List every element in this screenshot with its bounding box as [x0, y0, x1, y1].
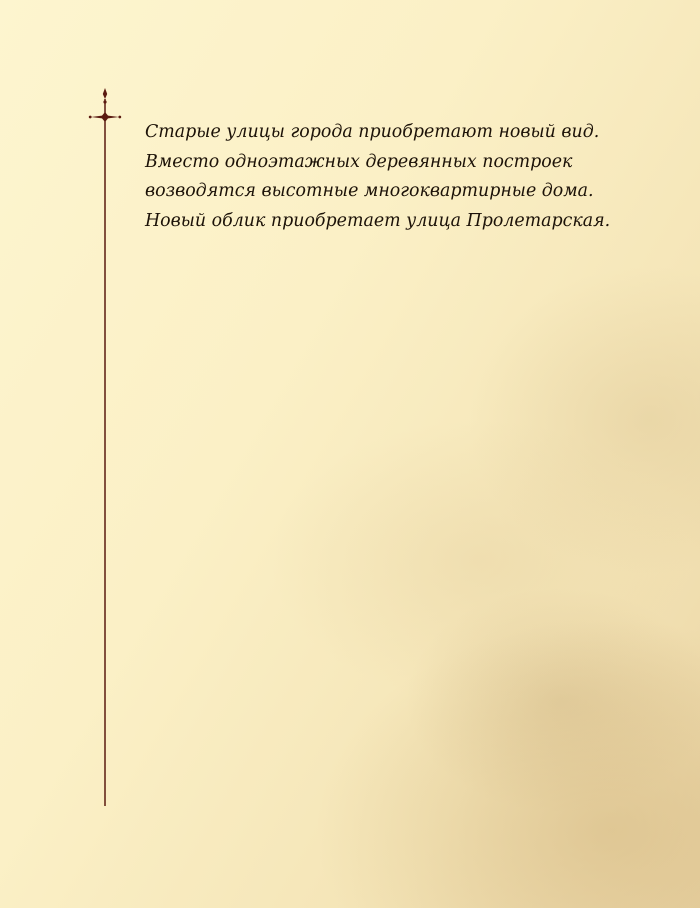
paragraph: [145, 118, 665, 236]
paragraph-line-3: возводятся высотные многоквартирные дома.: [145, 181, 594, 201]
paragraph-line-2: Вместо одноэтажных деревянных построек: [145, 151, 573, 172]
vertical-rule-with-fleur-icon: [88, 88, 122, 806]
paragraph-line-1: Старые улицы города приобретают новый вид.: [145, 122, 600, 142]
paragraph-line-4: Новый облик приобретает улица Пролетарская.: [145, 210, 611, 231]
